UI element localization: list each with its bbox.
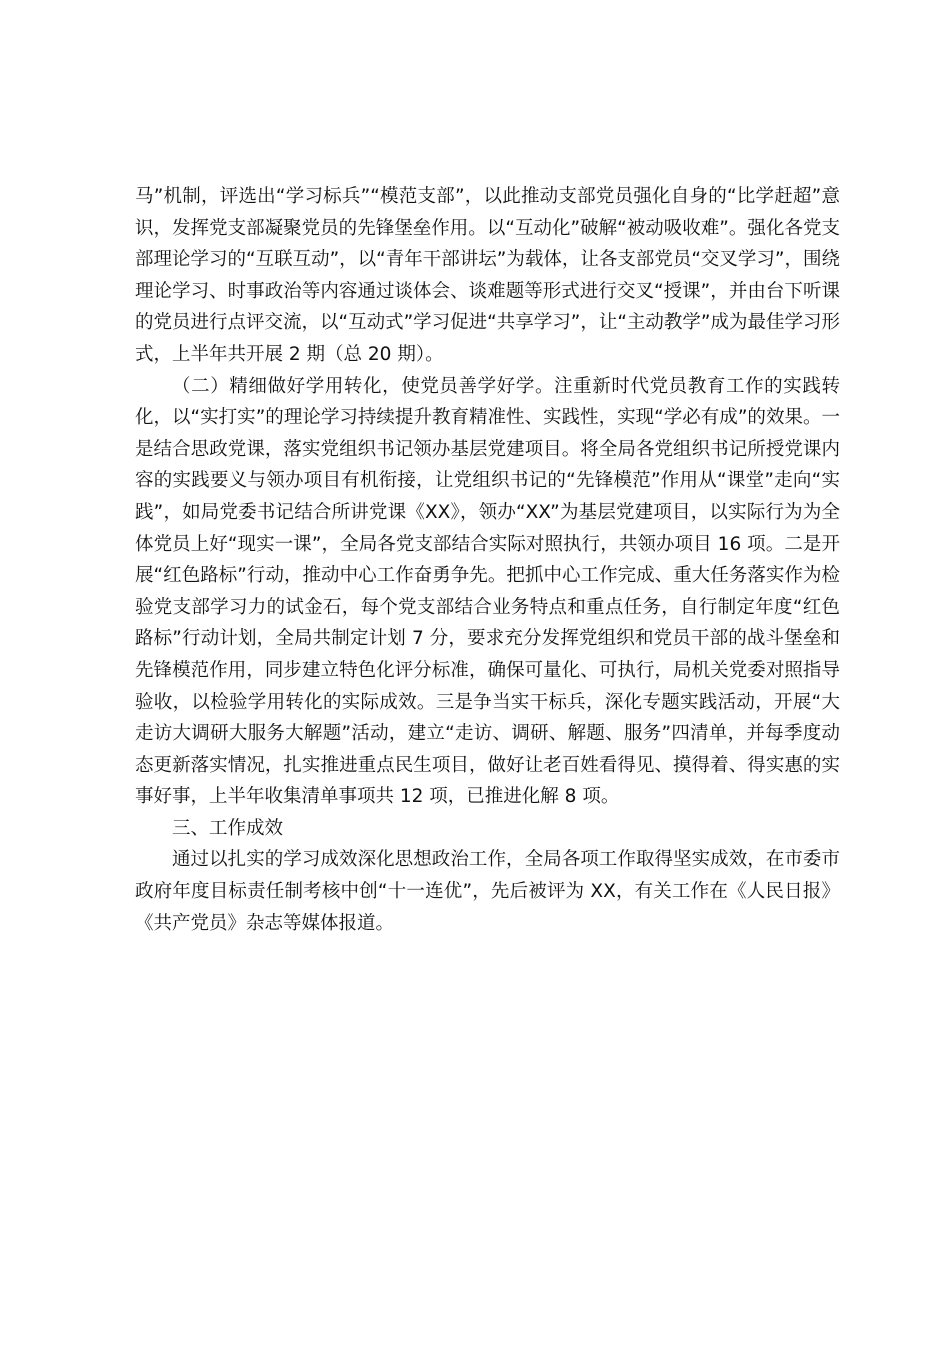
paragraph-work-results: 通过以扎实的学习成效深化思想政治工作，全局各项工作取得坚实成效，在市委市政府年度目标责任制考核中创“十一连优”，先后被评为 XX，有关工作在《人民日报》《共产党员》杂志等媒体报道。 — [135, 849, 840, 934]
paragraph-learning-application: （二）精细做好学用转化，使党员善学好学。注重新时代党员教育工作的实践转化，以“实打实”的理论学习持续提升教育精准性、实践性，实现“学必有成”的效果。一是结合思政党课，落实党组织书记领办基层党建项目。将全局各党组织书记所授党课内容的实践要义与领办项目有机衔接，让党组织书记的“先锋模范”作用从“课堂”走向“实践”，如局党委书记结合所讲党课《XX》，领办“XX”为基层党建项目，以实际行为为全体党员上好“现实一课”，全局各党支部结合实际对照执行，共领办项目 16 项。二是开展“红色路标”行动，推动中心工作奋勇争先。把抓中心工作完成、重大任务落实作为检验党支部学习力的试金石，每个党支部结合业务特点和重点任务，自行制定年度“红色路标”行动计划，全局共制定计划 7 分，要求充分发挥党组织和党员干部的战斗堡垒和先锋模范作用，同步建立特色化评分标准，确保可量化、可执行，局机关党委对照指导验收，以检验学用转化的实际成效。三是争当实干标兵，深化专题实践活动，开展“大走访大调研大服务大解题”活动，建立“走访、调研、解题、服务”四清单，并每季度动态更新落实情况，扎实推进重点民生项目，做好让老百姓看得见、摸得着、得实惠的实事好事，上半年收集清单事项共 12 项，已推进化解 8 项。 — [135, 375, 840, 808]
document-body — [135, 181, 840, 939]
paragraph-mentor-mechanism: 马”机制，评选出“学习标兵”“模范支部”，以此推动支部党员强化自身的“比学赶超”意识，发挥党支部凝聚党员的先锋堡垒作用。以“互动化”破解“被动吸收难”。强化各党支部理论学习的“互联互动”，以“青年干部讲坛”为载体，让各支部党员“交叉学习”，围绕理论学习、时事政治等内容通过谈体会、谈难题等形式进行交叉“授课”，并由台下听课的党员进行点评交流，以“互动式”学习促进“共享学习”，让“主动教学”成为最佳学习形式，上半年共开展 2 期（总 20 期）。 — [135, 186, 841, 365]
section-heading-work-results: 三、工作成效 — [172, 817, 284, 839]
